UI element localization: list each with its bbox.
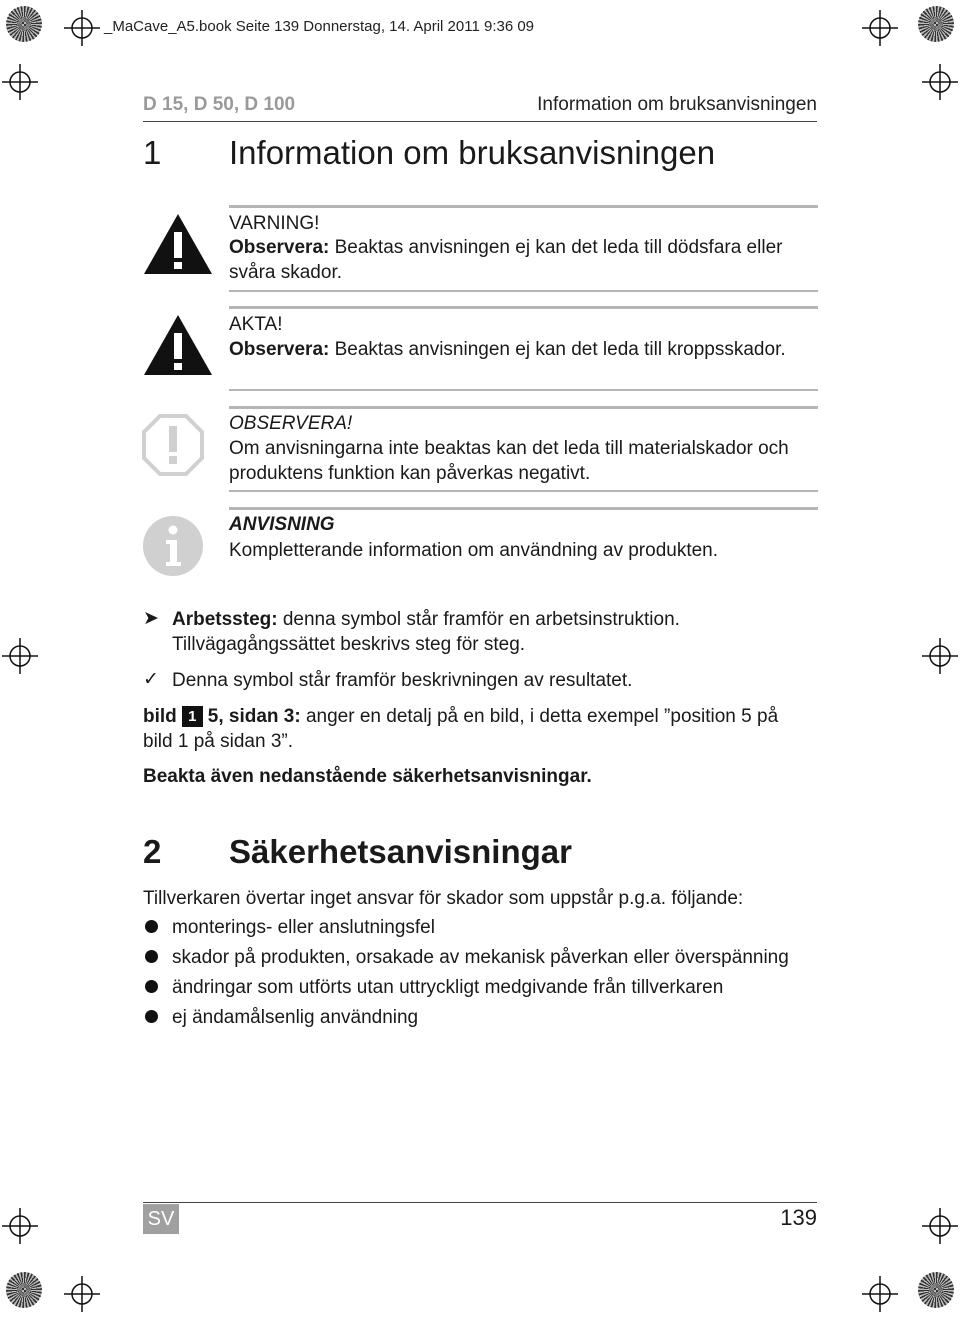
warning-text — [229, 235, 829, 285]
warning-triangle-icon — [142, 212, 214, 281]
notice-text — [229, 436, 829, 486]
block-rule — [229, 507, 818, 510]
section-number: 2 — [143, 833, 162, 870]
section-title: Information om bruksanvisningen — [229, 134, 716, 171]
caution-text-1: Beaktas anvisningen ej kan det leda till kroppsskador. — [334, 339, 786, 360]
registration-rosette-icon — [918, 1272, 954, 1308]
list-item: monterings- eller anslutningsfel — [172, 917, 435, 938]
crop-mark-icon — [2, 638, 38, 674]
block-rule — [229, 490, 818, 492]
block-rule — [229, 290, 818, 292]
result-text: Denna symbol står framför beskrivningen av resultatet. — [172, 670, 633, 691]
figure-label: 5, sidan 3: — [207, 706, 301, 727]
running-header-models: D 15, D 50, D 100 — [143, 94, 296, 115]
caution-text — [229, 337, 829, 362]
section-2-intro: Tillverkaren övertar inget ansvar för skador som uppstår p.g.a. följande: — [143, 888, 744, 909]
section-number: 1 — [143, 134, 162, 171]
section-2-heading — [143, 833, 572, 871]
block-rule — [229, 306, 818, 309]
caution-signal-word: AKTA! — [229, 314, 283, 335]
notice-octagon-icon — [142, 414, 204, 481]
warning-text-2: svåra skador. — [229, 262, 342, 283]
bullet-icon — [145, 920, 158, 933]
closing-note: Beakta även nedanstående säkerhetsanvisningar. — [143, 766, 592, 787]
crop-mark-icon — [922, 64, 958, 100]
crop-mark-icon — [2, 1208, 38, 1244]
list-item: ej ändamålsenlig användning — [172, 1007, 419, 1028]
warning-triangle-icon — [142, 313, 214, 382]
bullet-icon — [145, 950, 158, 963]
list-item: skador på produkten, orsakade av mekanisk påverkan eller överspänning — [172, 947, 789, 968]
warning-label: Observera: — [229, 237, 330, 258]
crop-mark-icon — [922, 638, 958, 674]
block-rule — [229, 205, 818, 208]
figure-text-2: bild 1 på sidan 3”. — [143, 731, 293, 752]
figure-number-badge: 1 — [182, 706, 203, 727]
info-signal-word: ANVISNING — [229, 514, 335, 535]
warning-text-1: Beaktas anvisningen ej kan det leda till dödsfara eller — [334, 237, 783, 258]
notice-text-2: produktens funktion kan påverkas negativt. — [229, 463, 591, 484]
info-text: Kompletterande information om användning av produkten. — [229, 540, 719, 561]
crop-mark-icon — [2, 64, 38, 100]
notice-text-1: Om anvisningarna inte beaktas kan det leda till materialskador och — [229, 438, 789, 459]
bullet-icon — [145, 980, 158, 993]
crop-mark-icon — [862, 1276, 898, 1312]
step-text-1: denna symbol står framför en arbetsinstruktion. — [282, 609, 680, 630]
crop-mark-icon — [922, 1208, 958, 1244]
info-circle-icon — [142, 515, 204, 582]
section-1-heading — [143, 134, 715, 172]
step-text — [172, 607, 832, 657]
crop-mark-icon — [64, 10, 100, 46]
header-rule — [143, 121, 817, 122]
registration-rosette-icon — [918, 6, 954, 42]
block-rule — [229, 406, 818, 409]
registration-rosette-icon — [6, 6, 42, 42]
bullet-icon — [145, 1010, 158, 1023]
language-badge: SV — [143, 1204, 179, 1234]
figure-prefix: bild — [143, 706, 177, 727]
registration-rosette-icon — [6, 1272, 42, 1308]
step-label: Arbetssteg: — [172, 609, 278, 630]
figure-text-1: anger en detalj på en bild, i detta exempel ”position 5 på — [305, 706, 779, 727]
step-arrow-icon: ➤ — [143, 608, 159, 629]
notice-signal-word: OBSERVERA! — [229, 413, 353, 434]
list-item: ändringar som utförts utan uttryckligt medgivande från tillverkaren — [172, 977, 724, 998]
crop-mark-icon — [862, 10, 898, 46]
checkmark-icon: ✓ — [143, 669, 159, 690]
block-rule — [229, 389, 818, 391]
figure-reference — [143, 704, 833, 754]
step-text-2: Tillvägagångssättet beskrivs steg för steg. — [172, 634, 526, 655]
section-title: Säkerhetsanvisningar — [229, 833, 572, 870]
running-header-title: Information om bruksanvisningen — [537, 94, 817, 115]
warning-signal-word: VARNING! — [229, 213, 320, 234]
crop-info-line: _MaCave_A5.book Seite 139 Donnerstag, 14. April 2011 9:36 09 — [104, 18, 535, 35]
caution-label: Observera: — [229, 339, 330, 360]
footer-rule — [143, 1202, 817, 1203]
page-number: 139 — [780, 1205, 817, 1230]
crop-mark-icon — [64, 1276, 100, 1312]
